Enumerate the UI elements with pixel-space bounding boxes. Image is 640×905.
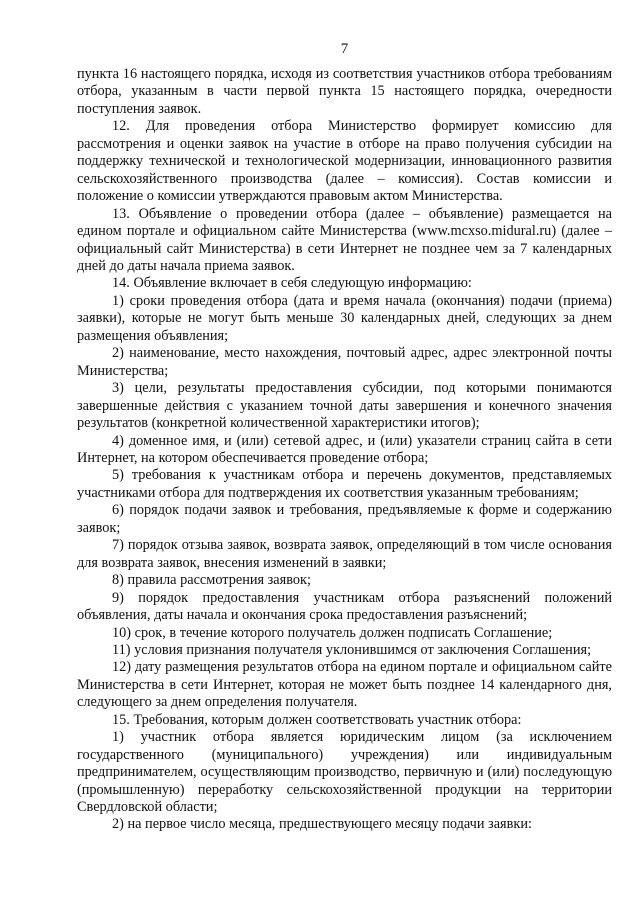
list-item-14-3: 3) цели, результаты предоставления субсидии, под которыми понимаются завершенные действия с указанием точной даты завершения и конечного значения результатов (конкретной количественной характеристики итогов);: [77, 380, 612, 432]
list-item-15-2: 2) на первое число месяца, предшествующего месяцу подачи заявки:: [112, 816, 532, 833]
list-item-14-4: 4) доменное имя, и (или) сетевой адрес, и (или) указатели страниц сайта в сети Интернет, на котором обеспечивается проведение отбора;: [77, 432, 612, 466]
list-item-14-11: 11) условия признания получателя уклонившимся от заключения Соглашения;: [112, 641, 592, 658]
paragraph-12: 12. Для проведения отбора Министерство формирует комиссию для рассмотрения и оценки заявок на участие в отборе на право получения субсидии на поддержку технической и технологической модернизации, инновационного развития сельскохозяйственного производства (далее – комиссия). Состав комиссии и положение о комиссии утверждаются правовым актом Министерства.: [77, 118, 612, 205]
list-item-14-10: 10) срок, в течение которого получатель должен подписать Соглашение;: [112, 624, 553, 641]
list-item-14-9: 9) порядок предоставления участникам отбора разъяснений положений объявления, даты начала и окончания срока предоставления разъяснений;: [77, 589, 612, 624]
paragraph-continuation: пункта 16 настоящего порядка, исходя из соответствия участников отбора требованиям отбора, указанным в части первой пункта 15 настоящего порядка, очередности поступления заявок.: [77, 66, 612, 117]
list-item-14-1: 1) сроки проведения отбора (дата и время начала (окончания) подачи (приема) заявки), которые не могут быть меньше 30 календарных дней, следующих за днем размещения объявления;: [77, 292, 612, 344]
list-item-14-6: 6) порядок подачи заявок и требования, предъявляемые к форме и содержанию заявок;: [77, 502, 612, 536]
list-item-14-8: 8) правила рассмотрения заявок;: [112, 572, 311, 589]
paragraph-14: 14. Объявление включает в себя следующую информацию:: [112, 275, 472, 292]
paragraph-13: 13. Объявление о проведении отбора (далее – объявление) размещается на едином портале и официальном сайте Министерства (www.mcxso.midural.ru) (далее – официальный сайт Министерства) в сети Интернет не позднее чем за 7 календарных дней до даты начала приема заявок.: [77, 205, 612, 274]
page-number: 7: [340, 41, 349, 57]
list-item-14-12: 12) дату размещения результатов отбора на едином портале и официальном сайте Министерства в сети Интернет, которая не может быть позднее 14 календарного дня, следующего за днем определения получателя.: [77, 659, 612, 711]
list-item-15-1: 1) участник отбора является юридическим лицом (за исключением государственного (муниципального) учреждения) или индивидуальным предпринимателем, осуществляющим производство, первичную и (или) последующую (промышленную) переработку сельскохозяйственной продукции на территории Свердловской области;: [77, 729, 612, 816]
list-item-14-5: 5) требования к участникам отбора и перечень документов, представляемых участниками отбора для подтверждения их соответствия указанным требованиям;: [77, 467, 612, 501]
paragraph-15: 15. Требования, которым должен соответствовать участник отбора:: [112, 711, 522, 728]
list-item-14-2: 2) наименование, место нахождения, почтовый адрес, адрес электронной почты Министерства;: [77, 345, 612, 379]
document-page: [77, 40, 612, 834]
list-item-14-7: 7) порядок отзыва заявок, возврата заявок, определяющий в том числе основания для возврата заявок, внесения изменений в заявки;: [77, 537, 612, 571]
